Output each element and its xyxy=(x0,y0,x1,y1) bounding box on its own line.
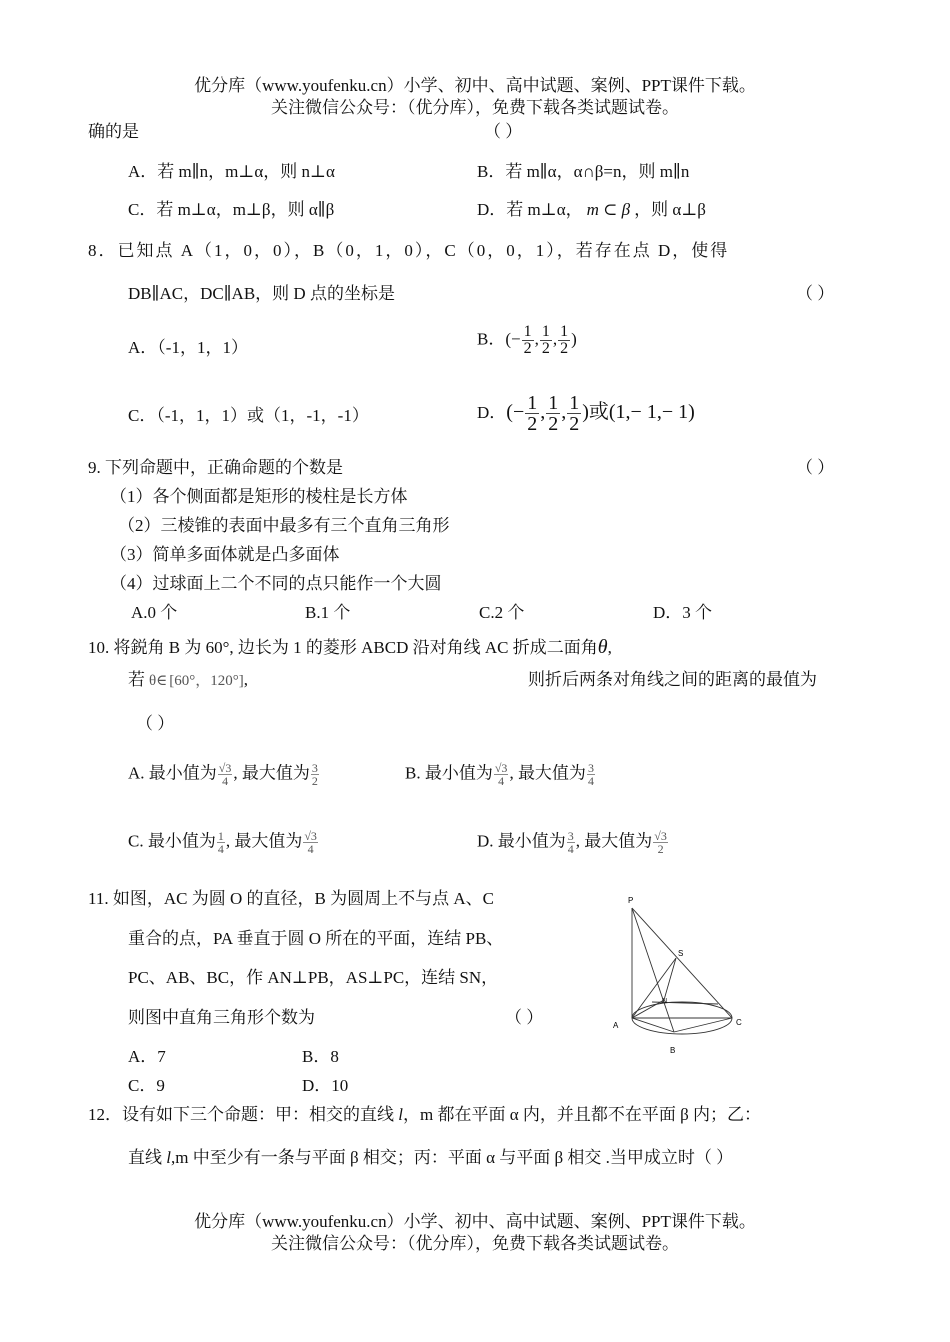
q11-line-2: 重合的点，PA 垂直于圆 O 所在的平面，连结 PB、 xyxy=(128,929,504,948)
q12-l-2: l xyxy=(166,1148,171,1167)
q10-line2-post: , xyxy=(243,670,249,689)
segment-an xyxy=(632,1000,664,1018)
fraction: $\frac{1}{2}$ xyxy=(523,323,532,357)
fraction: $\frac{3}{2}$ xyxy=(311,761,318,788)
q8-stem-2: DB∥AC，DC∥AB，则 D 点的坐标是 xyxy=(128,284,395,303)
q7-option-d-math: m ⊂ β xyxy=(586,200,631,219)
q9-option-b: B.1 个 xyxy=(305,603,351,622)
q8-option-c: C．（-1，1，1）或（1，-1，-1） xyxy=(128,406,369,425)
label-p: P xyxy=(628,896,634,905)
fraction: $\frac{1}{2}$ xyxy=(541,323,550,357)
q8-option-d-label: D． xyxy=(477,403,507,423)
q9-option-a: A.0 个 xyxy=(131,603,178,622)
header-line-1: 优分库（www.youfenku.cn）小学、初中、高中试题、案例、PPT课件下载。 xyxy=(194,76,756,95)
fraction: $\frac{1}{2}$ xyxy=(548,392,559,435)
q8-option-b-close: ) xyxy=(571,329,577,349)
q8-option-b: B．(− $\frac{1}{2}$ , $\frac{1}{2}$ , $\frac{1}{2}$ ) xyxy=(477,323,577,357)
q8-option-d-open: (− xyxy=(506,401,525,424)
q10-line-2 xyxy=(128,670,248,690)
q10-option-d: D. 最小值为 $\frac{3}{4}$ , 最大值为 $\frac{√3}{2}$ xyxy=(477,829,667,856)
q7-option-a: A．若 m∥n，m⊥α，则 n⊥α xyxy=(128,162,335,181)
q7-option-b: B．若 m∥α，α∩β=n，则 m∥n xyxy=(477,162,690,181)
q11-option-c: C．9 xyxy=(128,1076,165,1095)
q11-line-1: 11. 如图，AC 为圆 O 的直径，B 为圆周上不与点 A、C xyxy=(88,889,494,908)
segment-bc xyxy=(674,1018,732,1032)
q9-item-2: （2）三棱锥的表面中最多有三个直角三角形 xyxy=(118,516,450,535)
segment-pc xyxy=(632,908,732,1018)
q10-option-c: C. 最小值为 $\frac{1}{4}$ , 最大值为 $\frac{√3}{4}$ xyxy=(128,829,317,856)
fraction: $\frac{√3}{2}$ xyxy=(654,829,667,856)
q8-stem: 8．已知点 A（1，0，0），B（0，1，0），C（0，0，1），若存在点 D，使得 xyxy=(88,241,730,260)
label-a: A xyxy=(613,1021,619,1030)
q8-option-b-open: (− xyxy=(505,329,521,349)
q11-line-4: 则图中直角三角形个数为 xyxy=(128,1008,315,1027)
footer-line-1: 优分库（www.youfenku.cn）小学、初中、高中试题、案例、PPT课件下载。 xyxy=(194,1212,756,1231)
q10-line2-right: 则折后两条对角线之间的距离的最值为 xyxy=(528,670,817,689)
fraction: $\frac{√3}{4}$ xyxy=(304,829,317,856)
q9-answer-paren: （ ） xyxy=(796,458,835,477)
label-b: B xyxy=(670,1046,676,1055)
segment-ab xyxy=(632,1018,674,1032)
q12-line-2: 直线 l,m 中至少有一条与平面 β 相交；丙：平面 α 与平面 β 相交 .当甲成立时（ ） xyxy=(128,1148,734,1167)
fraction: $\frac{3}{4}$ xyxy=(587,761,594,788)
q8-option-d: D．(− $\frac{1}{2}$ , $\frac{1}{2}$ , $\frac{1}{2}$ )或(1,− 1,− 1) xyxy=(477,392,695,435)
q8-option-b-label: B． xyxy=(477,329,506,349)
q10-stem: 10. 将鋭角 B 为 60°, 边长为 1 的菱形 ABCD 沿对角线 AC 折成二面角θ, xyxy=(88,636,612,658)
q10-line2-pre: 若 xyxy=(128,670,145,689)
q10-theta: θ xyxy=(597,636,608,658)
fraction: $\frac{1}{4}$ xyxy=(217,829,224,856)
q11-figure xyxy=(600,890,760,1060)
q10-answer-paren: （ ） xyxy=(136,714,175,733)
q8-answer-paren: （ ） xyxy=(796,284,835,303)
fraction: $\frac{1}{2}$ xyxy=(527,392,538,435)
header-line-2: 关注微信公众号：（优分库），免费下载各类试题试卷。 xyxy=(271,98,679,117)
q9-item-3: （3）简单多面体就是凸多面体 xyxy=(110,545,340,564)
segment-as xyxy=(632,958,676,1018)
label-n: N xyxy=(662,998,668,1005)
q9-item-1: （1）各个侧面都是矩形的棱柱是长方体 xyxy=(110,487,408,506)
q12-line-1: 12．设有如下三个命题：甲：相交的直线 l，m 都在平面 α 内，并且都不在平面 β 内；乙： xyxy=(88,1105,762,1124)
footer-line-2: 关注微信公众号：（优分库），免费下载各类试题试卷。 xyxy=(271,1234,679,1253)
fraction: $\frac{1}{2}$ xyxy=(560,323,569,357)
q7-option-d-post: ，则 α⊥β xyxy=(634,200,706,219)
q11-option-b: B．8 xyxy=(302,1047,339,1066)
q8-option-a: A．（-1，1，1） xyxy=(128,338,248,357)
q11-line-3: PC、AB、BC，作 AN⊥PB，AS⊥PC，连结 SN， xyxy=(128,968,499,987)
fraction: $\frac{√3}{4}$ xyxy=(218,761,232,788)
q10-option-b: B. 最小值为 $\frac{√3}{4}$ , 最大值为 $\frac{3}{4}$ xyxy=(405,761,594,788)
label-s: S xyxy=(678,949,684,958)
segment-sn xyxy=(664,958,676,1000)
q11-option-a: A．7 xyxy=(128,1047,166,1066)
q10-option-a: A. 最小值为 $\frac{√3}{4}$ , 最大值为 $\frac{3}{2}$ xyxy=(128,761,318,788)
q7-option-c: C．若 m⊥α，m⊥β，则 α∥β xyxy=(128,200,335,219)
q9-item-4: （4）过球面上二个不同的点只能作一个大圆 xyxy=(110,574,442,593)
q10-stem-text: 10. 将鋭角 B 为 60°, 边长为 1 的菱形 ABCD 沿对角线 AC 折成二面角 xyxy=(88,638,598,657)
fraction: $\frac{1}{2}$ xyxy=(569,392,580,435)
fraction: $\frac{√3}{4}$ xyxy=(494,761,508,788)
fraction: $\frac{3}{4}$ xyxy=(567,829,574,856)
label-c: C xyxy=(736,1018,742,1027)
q11-answer-paren: （ ） xyxy=(505,1008,544,1027)
q8-option-d-close: )或(1,− 1,− 1) xyxy=(582,401,695,424)
q7-answer-paren: （ ） xyxy=(484,122,523,141)
q7-option-d-pre: D．若 m⊥α， xyxy=(477,200,583,219)
q9-stem: 9. 下列命题中，正确命题的个数是 xyxy=(88,458,343,477)
q11-option-d: D．10 xyxy=(302,1076,349,1095)
q9-option-c: C.2 个 xyxy=(479,603,525,622)
q9-option-d: D．3 个 xyxy=(653,603,713,622)
q7-option-d xyxy=(477,200,706,220)
q7-stem-tail: 确的是 xyxy=(88,122,139,141)
q12-l: l xyxy=(398,1105,403,1124)
q10-theta-in: θ∈ xyxy=(149,673,168,689)
q10-interval: [60°，120°] xyxy=(169,673,244,689)
